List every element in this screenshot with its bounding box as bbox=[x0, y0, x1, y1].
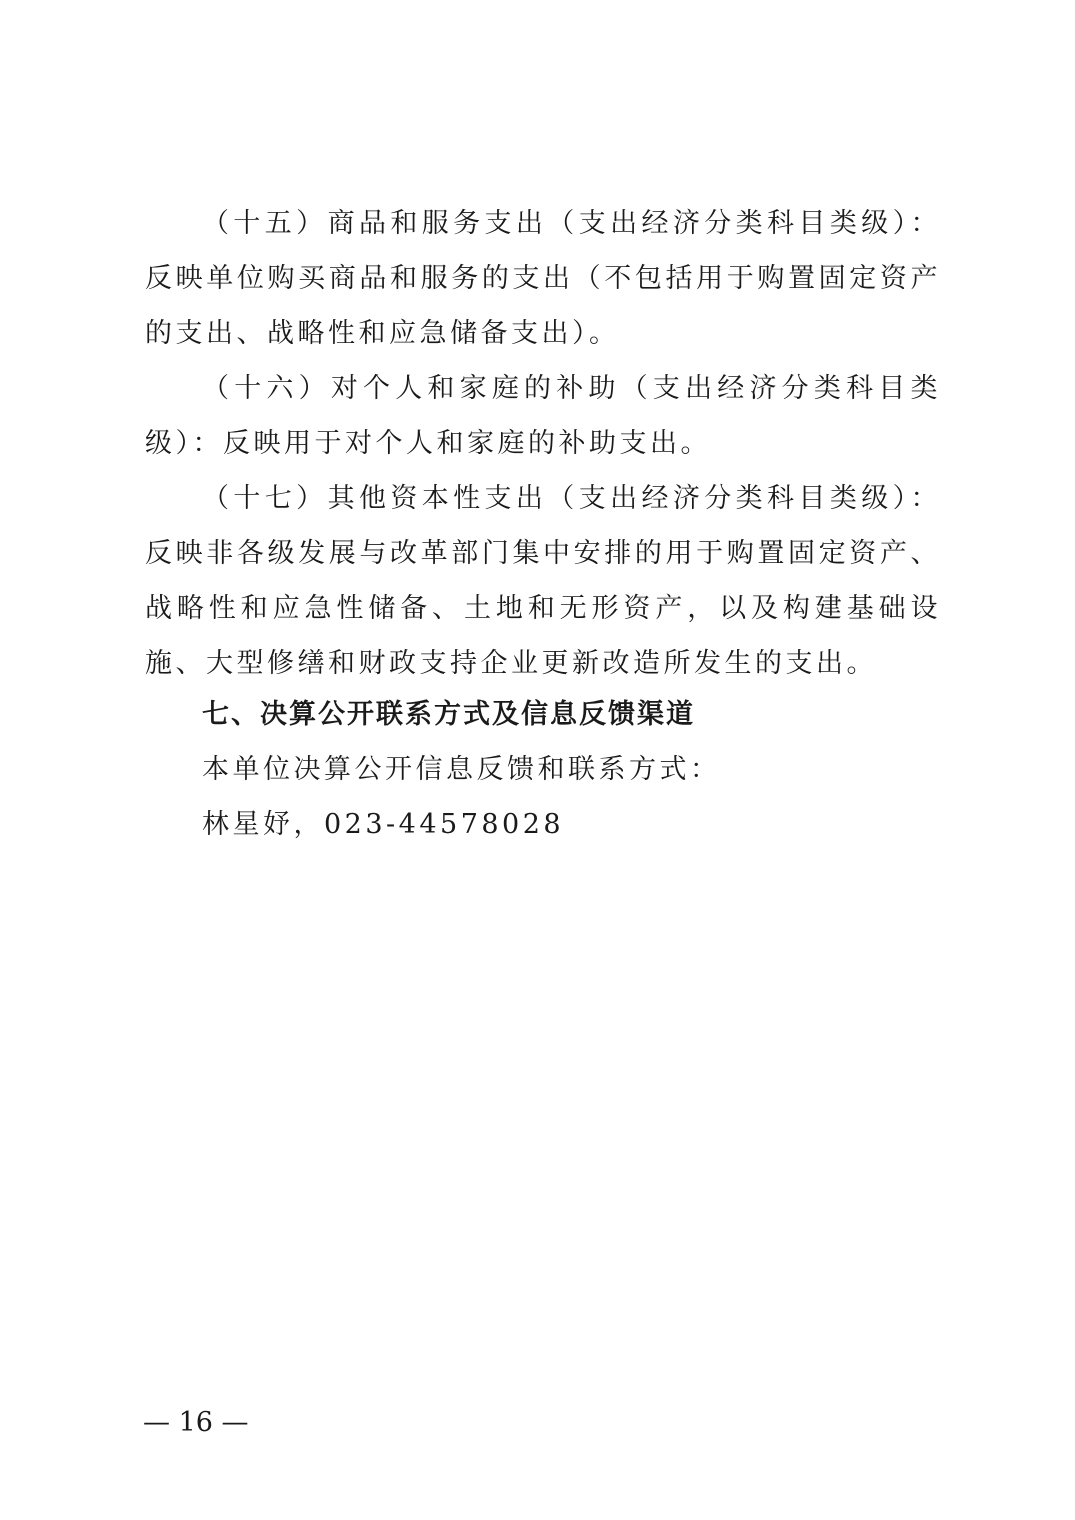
paragraph-other-capital-expenditure: （十七）其他资本性支出（支出经济分类科目类级）：反映非各级发展与改革部门集中安排的用于购置固定资产、战略性和应急性储备、土地和无形资产，以及构建基础设施、大型修缮和财政支持企业更新改造所发生的支出。 bbox=[145, 483, 941, 679]
contact-intro: 本单位决算公开信息反馈和联系方式： bbox=[202, 754, 721, 785]
contact-detail: 林星妤，023-44578028 bbox=[202, 809, 565, 840]
paragraph-household-subsidies: （十六）对个人和家庭的补助（支出经济分类科目类级）：反映用于对个人和家庭的补助支出。 bbox=[145, 373, 941, 459]
paragraph-goods-and-services: （十五）商品和服务支出（支出经济分类科目类级）：反映单位购买商品和服务的支出（不包括用于购置固定资产的支出、战略性和应急储备支出）。 bbox=[145, 208, 941, 349]
section-heading: 七、决算公开联系方式及信息反馈渠道 bbox=[202, 699, 695, 730]
page-number: — 16 — bbox=[143, 1407, 249, 1438]
